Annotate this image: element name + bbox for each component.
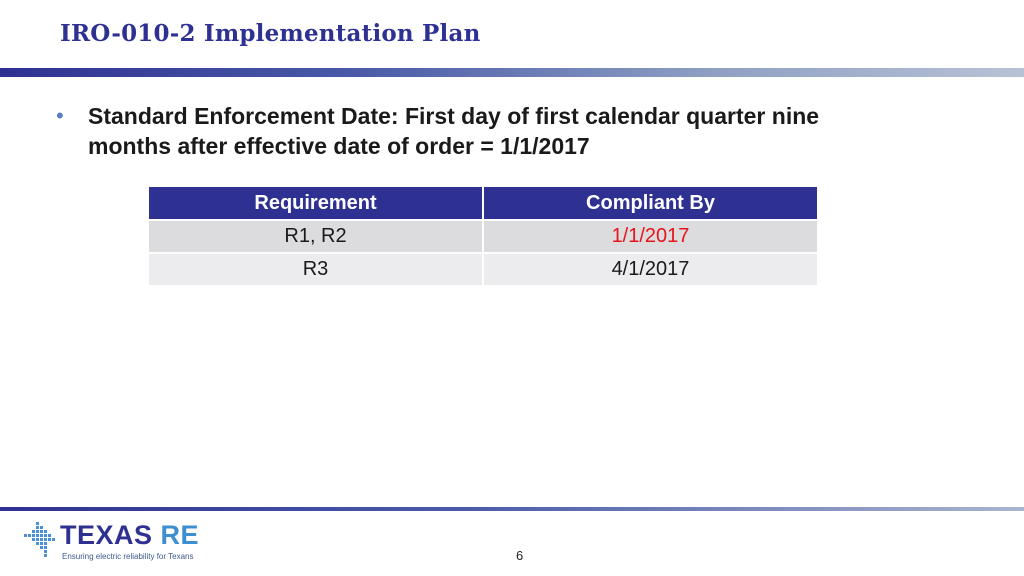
footer-divider [0,507,1024,511]
header-requirement: Requirement [148,186,483,220]
bullet-item [56,101,876,161]
cell-compliant-by: 4/1/2017 [483,253,818,286]
slide-title: IRO-010-2 Implementation Plan [60,20,481,47]
title-divider [0,68,1024,77]
bullet-text: Standard Enforcement Date: First day of first calendar quarter nine months after effective date of order = 1/1/2017 [88,103,820,159]
table-row [148,220,818,253]
cell-requirement: R1, R2 [148,220,483,253]
logo-wordmark [60,518,199,552]
logo-wordmark-main: TEXAS [60,520,153,550]
cell-requirement: R3 [148,253,483,286]
cell-compliant-by: 1/1/2017 [483,220,818,253]
logo-wordmark-accent: RE [160,520,200,550]
table-header-row [148,186,818,220]
implementation-table [147,185,819,287]
logo-tagline: Ensuring electric reliability for Texans [62,552,194,561]
bullet-dot-icon: • [56,103,64,128]
texas-re-logo [22,518,212,564]
table-row [148,253,818,286]
texas-map-icon [22,520,58,560]
page-number: 6 [516,548,524,563]
header-compliant-by: Compliant By [483,186,818,220]
